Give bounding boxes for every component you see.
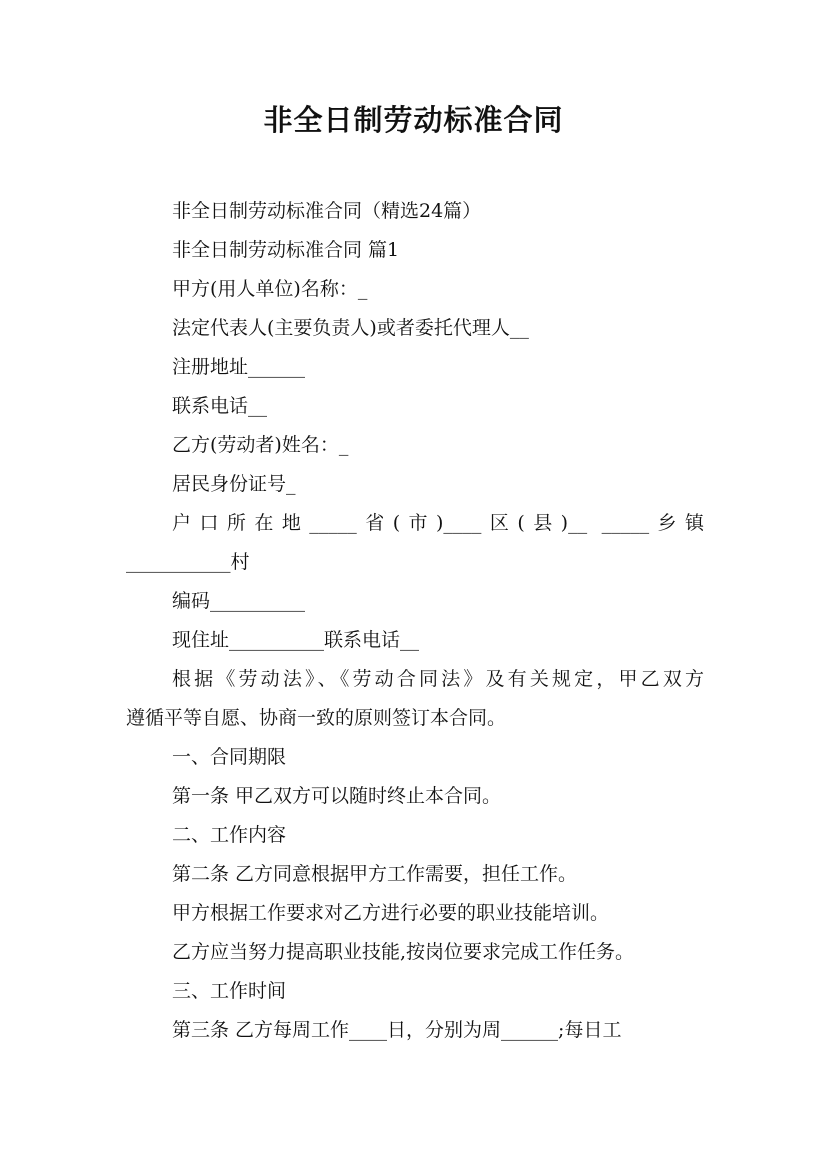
paragraph-line: ___________村 bbox=[126, 551, 250, 573]
paragraph-line: 乙方应当努力提高职业技能,按岗位要求完成工作任务。 bbox=[172, 941, 635, 963]
section-heading: 一、合同期限 bbox=[172, 746, 287, 768]
paragraph-line: 现住址__________联系电话__ bbox=[172, 629, 420, 651]
paragraph-line: 注册地址______ bbox=[172, 356, 306, 378]
paragraph-line: 非全日制劳动标准合同（精选24篇） bbox=[172, 200, 482, 222]
paragraph-line: 法定代表人(主要负责人)或者委托代理人__ bbox=[172, 317, 529, 339]
paragraph-line: 根据《劳动法》、《劳动合同法》及有关规定，甲乙双方 bbox=[172, 668, 704, 690]
document-body bbox=[126, 192, 704, 1050]
paragraph-line: 第一条 甲乙双方可以随时终止本合同。 bbox=[172, 785, 502, 807]
paragraph-line: 非全日制劳动标准合同 篇1 bbox=[172, 239, 400, 261]
paragraph-line: 居民身份证号_ bbox=[172, 473, 296, 495]
paragraph-line: 第二条 乙方同意根据甲方工作需要，担任工作。 bbox=[172, 863, 578, 885]
paragraph-line: 甲方(用人单位)名称：_ bbox=[172, 278, 368, 300]
paragraph-line: 甲方根据工作要求对乙方进行必要的职业技能培训。 bbox=[172, 902, 610, 924]
paragraph-line: 乙方(劳动者)姓名：_ bbox=[172, 434, 349, 456]
paragraph-line: 编码__________ bbox=[172, 590, 306, 612]
document-title: 非全日制劳动标准合同 bbox=[263, 103, 564, 137]
section-heading: 三、工作时间 bbox=[172, 980, 287, 1002]
paragraph-line: 户口所在地_____省(市)____区(县)__ _____乡镇 bbox=[172, 512, 704, 534]
paragraph-line: 第三条 乙方每周工作____日，分别为周______;每日工 bbox=[172, 1019, 622, 1041]
paragraph-line: 联系电话__ bbox=[172, 395, 268, 417]
section-heading: 二、工作内容 bbox=[172, 824, 287, 846]
paragraph-line: 遵循平等自愿、协商一致的原则签订本合同。 bbox=[126, 707, 507, 729]
